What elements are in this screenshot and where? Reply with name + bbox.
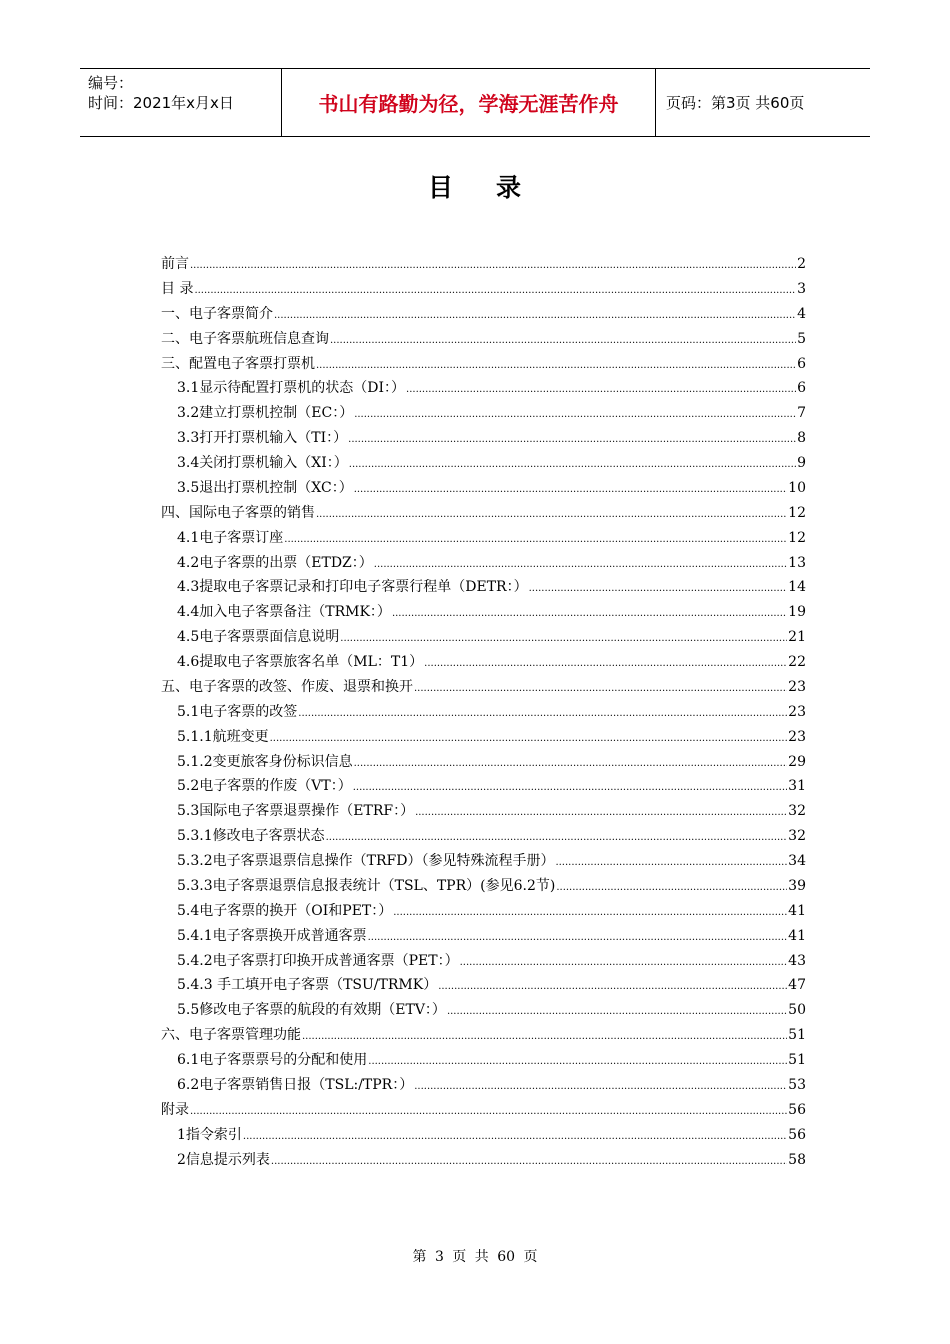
time-label: 时间：2021年x月x日 xyxy=(88,94,234,112)
toc-entry-label: 3.5退出打票机控制（XC：） xyxy=(177,479,353,496)
toc-entry-label: 4.2电子客票的出票（ETDZ：） xyxy=(177,554,373,571)
toc-entry-label: 二、电子客票航班信息查询 xyxy=(161,330,329,347)
toc-entry-label: 1指令索引 xyxy=(177,1126,242,1143)
toc-leader-dots xyxy=(414,677,787,702)
toc-entry[interactable] xyxy=(161,1023,806,1048)
toc-leader-dots xyxy=(406,378,796,403)
toc-entry-page: 53 xyxy=(788,1076,806,1093)
toc-entry-page: 5 xyxy=(797,330,806,347)
toc-entry-label: 5.2电子客票的作废（VT：） xyxy=(177,778,352,795)
toc-entry-label: 6.1电子客票票号的分配和使用 xyxy=(177,1052,368,1068)
toc-entry-page: 22 xyxy=(788,654,806,670)
toc-entry-page: 3 xyxy=(797,280,806,297)
toc-entry[interactable] xyxy=(161,600,806,625)
toc-entry[interactable] xyxy=(161,277,806,302)
toc-entry[interactable] xyxy=(161,700,806,725)
toc-entry-page: 31 xyxy=(788,778,806,795)
toc-leader-dots xyxy=(354,752,788,777)
toc-entry-page: 12 xyxy=(788,529,806,546)
toc-entry-page: 43 xyxy=(788,952,806,969)
toc-entry-label: 4.3提取电子客票记录和打印电子客票行程单（DETR：） xyxy=(177,579,528,596)
toc-entry-label: 4.6提取电子客票旅客名单（ML：T1） xyxy=(177,654,424,670)
toc-entry-label: 5.1.2变更旅客身份标识信息 xyxy=(177,753,353,770)
title-part-1: 目 xyxy=(427,173,454,202)
toc-entry[interactable] xyxy=(161,774,806,799)
toc-leader-dots xyxy=(374,553,787,578)
toc-entry-page: 19 xyxy=(788,604,806,621)
toc-leader-dots xyxy=(460,951,788,976)
toc-entry[interactable] xyxy=(161,476,806,501)
toc-leader-dots xyxy=(190,254,796,279)
toc-entry[interactable] xyxy=(161,650,806,675)
toc-entry-page: 41 xyxy=(788,902,806,919)
toc-entry[interactable] xyxy=(161,1148,806,1173)
toc-entry[interactable] xyxy=(161,824,806,849)
toc-entry-label: 3.1显示待配置打票机的状态（DI：） xyxy=(177,380,406,397)
toc-leader-dots xyxy=(438,975,787,1000)
toc-leader-dots xyxy=(340,627,787,652)
toc-entry-page: 29 xyxy=(788,753,806,770)
toc-entry-page: 39 xyxy=(788,877,806,894)
toc-entry-label: 5.3.3电子客票退票信息报表统计（TSL、TPR）(参见6.2节) xyxy=(177,877,556,894)
toc-entry-page: 50 xyxy=(788,1002,806,1019)
toc-entry[interactable] xyxy=(161,874,806,899)
toc-leader-dots xyxy=(316,354,796,379)
table-of-contents xyxy=(161,252,806,1172)
toc-entry[interactable] xyxy=(161,1073,806,1098)
toc-entry-label: 六、电子客票管理功能 xyxy=(161,1027,301,1044)
toc-entry-label: 5.3国际电子客票退票操作（ETRF：） xyxy=(177,803,415,820)
toc-entry-label: 3.4关闭打票机输入（XI：） xyxy=(177,455,348,471)
toc-entry-page: 6 xyxy=(797,355,806,372)
toc-entry[interactable] xyxy=(161,998,806,1023)
toc-entry-page: 41 xyxy=(788,927,806,944)
toc-entry[interactable] xyxy=(161,376,806,401)
toc-entry-page: 21 xyxy=(788,629,806,646)
toc-leader-dots xyxy=(190,1100,787,1125)
toc-entry-page: 32 xyxy=(788,803,806,820)
title-part-2: 录 xyxy=(496,173,523,202)
toc-entry[interactable] xyxy=(161,426,806,451)
toc-leader-dots xyxy=(271,1150,787,1175)
toc-entry-page: 8 xyxy=(797,430,806,447)
page-header xyxy=(80,68,870,137)
toc-leader-dots xyxy=(392,602,787,627)
toc-leader-dots xyxy=(354,403,796,428)
toc-entry-label: 四、国际电子客票的销售 xyxy=(161,504,315,521)
toc-leader-dots xyxy=(330,329,796,354)
toc-entry[interactable] xyxy=(161,451,806,476)
toc-leader-dots xyxy=(354,478,787,503)
toc-entry[interactable] xyxy=(161,725,806,750)
page-title xyxy=(0,168,950,204)
toc-entry-page: 47 xyxy=(788,977,806,994)
toc-leader-dots xyxy=(298,702,787,727)
toc-entry-page: 56 xyxy=(788,1126,806,1143)
toc-entry[interactable] xyxy=(161,352,806,377)
toc-entry-page: 32 xyxy=(788,828,806,845)
toc-leader-dots xyxy=(353,776,787,801)
toc-leader-dots xyxy=(270,727,788,752)
toc-entry-page: 14 xyxy=(788,579,806,596)
toc-leader-dots xyxy=(349,453,796,478)
toc-entry[interactable] xyxy=(161,526,806,551)
toc-entry-label: 5.4.1电子客票换开成普通客票 xyxy=(177,927,367,944)
toc-leader-dots xyxy=(529,577,788,602)
toc-entry-page: 51 xyxy=(788,1027,806,1044)
toc-entry[interactable] xyxy=(161,973,806,998)
toc-entry-label: 附录 xyxy=(161,1101,189,1118)
toc-entry[interactable] xyxy=(161,849,806,874)
toc-entry-label: 一、电子客票简介 xyxy=(161,305,273,322)
number-label: 编号： xyxy=(88,74,134,92)
toc-entry-page: 51 xyxy=(788,1052,806,1068)
toc-entry[interactable] xyxy=(161,327,806,352)
toc-leader-dots xyxy=(284,528,787,553)
toc-entry-page: 56 xyxy=(788,1101,806,1118)
toc-entry-page: 4 xyxy=(797,305,806,322)
toc-entry-label: 目 录 xyxy=(161,280,194,297)
toc-entry-label: 三、配置电子客票打票机 xyxy=(161,355,315,372)
toc-entry-label: 5.4.2电子客票打印换开成普通客票（PET：） xyxy=(177,952,459,969)
toc-entry[interactable] xyxy=(161,675,806,700)
toc-entry-label: 3.3打开打票机输入（TI：） xyxy=(177,430,348,447)
toc-leader-dots xyxy=(556,876,787,901)
toc-leader-dots xyxy=(316,503,787,528)
toc-entry-label: 5.4电子客票的换开（OI和PET：） xyxy=(177,902,393,919)
toc-entry-page: 23 xyxy=(788,728,806,745)
toc-entry[interactable] xyxy=(161,924,806,949)
header-motto: 书山有路勤为径，学海无涯苦作舟 xyxy=(281,69,656,136)
toc-entry-page: 23 xyxy=(788,678,806,695)
toc-entry-page: 2 xyxy=(797,256,806,272)
toc-leader-dots xyxy=(447,1000,787,1025)
toc-entry-page: 13 xyxy=(788,554,806,571)
toc-entry-label: 5.1.1航班变更 xyxy=(177,728,269,745)
toc-entry[interactable] xyxy=(161,575,806,600)
toc-entry-label: 4.5电子客票票面信息说明 xyxy=(177,629,340,646)
toc-entry-page: 9 xyxy=(797,455,806,471)
toc-entry[interactable] xyxy=(161,799,806,824)
toc-entry[interactable] xyxy=(161,302,806,327)
toc-entry-page: 7 xyxy=(797,405,806,422)
toc-entry-label: 前言 xyxy=(161,256,189,272)
toc-leader-dots xyxy=(194,279,796,304)
toc-leader-dots xyxy=(348,428,796,453)
toc-leader-dots xyxy=(414,1075,787,1100)
toc-leader-dots xyxy=(393,901,787,926)
toc-entry[interactable] xyxy=(161,252,806,277)
toc-entry-label: 6.2电子客票销售日报（TSL:/TPR：） xyxy=(177,1076,414,1093)
toc-entry-label: 5.3.1修改电子客票状态 xyxy=(177,828,325,845)
toc-entry-label: 2信息提示列表 xyxy=(177,1151,270,1168)
toc-entry-page: 6 xyxy=(797,380,806,397)
page-footer: 第 3 页 共 60 页 xyxy=(412,1249,538,1265)
toc-entry-label: 3.2建立打票机控制（EC：） xyxy=(177,405,354,422)
toc-entry-label: 5.3.2电子客票退票信息操作（TRFD）（参见特殊流程手册） xyxy=(177,853,555,869)
toc-entry[interactable] xyxy=(161,551,806,576)
toc-leader-dots xyxy=(302,1025,787,1050)
toc-entry-label: 5.4.3 手工填开电子客票（TSU/TRMK） xyxy=(177,977,438,994)
toc-entry[interactable] xyxy=(161,750,806,775)
toc-entry-label: 4.4加入电子客票备注（TRMK：） xyxy=(177,604,391,621)
toc-entry-label: 5.1电子客票的改签 xyxy=(177,703,298,720)
toc-entry[interactable] xyxy=(161,1048,806,1073)
toc-leader-dots xyxy=(415,801,787,826)
header-meta xyxy=(80,69,281,136)
toc-leader-dots xyxy=(555,851,787,876)
toc-entry-page: 10 xyxy=(788,479,806,496)
toc-entry[interactable] xyxy=(161,1098,806,1123)
toc-leader-dots xyxy=(424,652,787,677)
toc-leader-dots xyxy=(368,1050,787,1075)
toc-entry-page: 34 xyxy=(788,853,806,869)
toc-leader-dots xyxy=(274,304,796,329)
toc-entry-page: 58 xyxy=(788,1151,806,1168)
header-page-info: 页码：第3页 共60页 xyxy=(666,94,805,112)
toc-entry-label: 4.1电子客票订座 xyxy=(177,529,284,546)
toc-entry-label: 五、电子客票的改签、作废、退票和换开 xyxy=(161,678,413,695)
toc-entry[interactable] xyxy=(161,899,806,924)
toc-leader-dots xyxy=(326,826,788,851)
toc-entry[interactable] xyxy=(161,949,806,974)
toc-leader-dots xyxy=(368,926,788,951)
toc-entry-page: 23 xyxy=(788,703,806,720)
toc-entry[interactable] xyxy=(161,501,806,526)
toc-entry[interactable] xyxy=(161,625,806,650)
toc-entry-page: 12 xyxy=(788,504,806,521)
toc-entry[interactable] xyxy=(161,1123,806,1148)
toc-entry-label: 5.5修改电子客票的航段的有效期（ETV：） xyxy=(177,1002,446,1019)
toc-entry[interactable] xyxy=(161,401,806,426)
toc-leader-dots xyxy=(243,1125,787,1150)
